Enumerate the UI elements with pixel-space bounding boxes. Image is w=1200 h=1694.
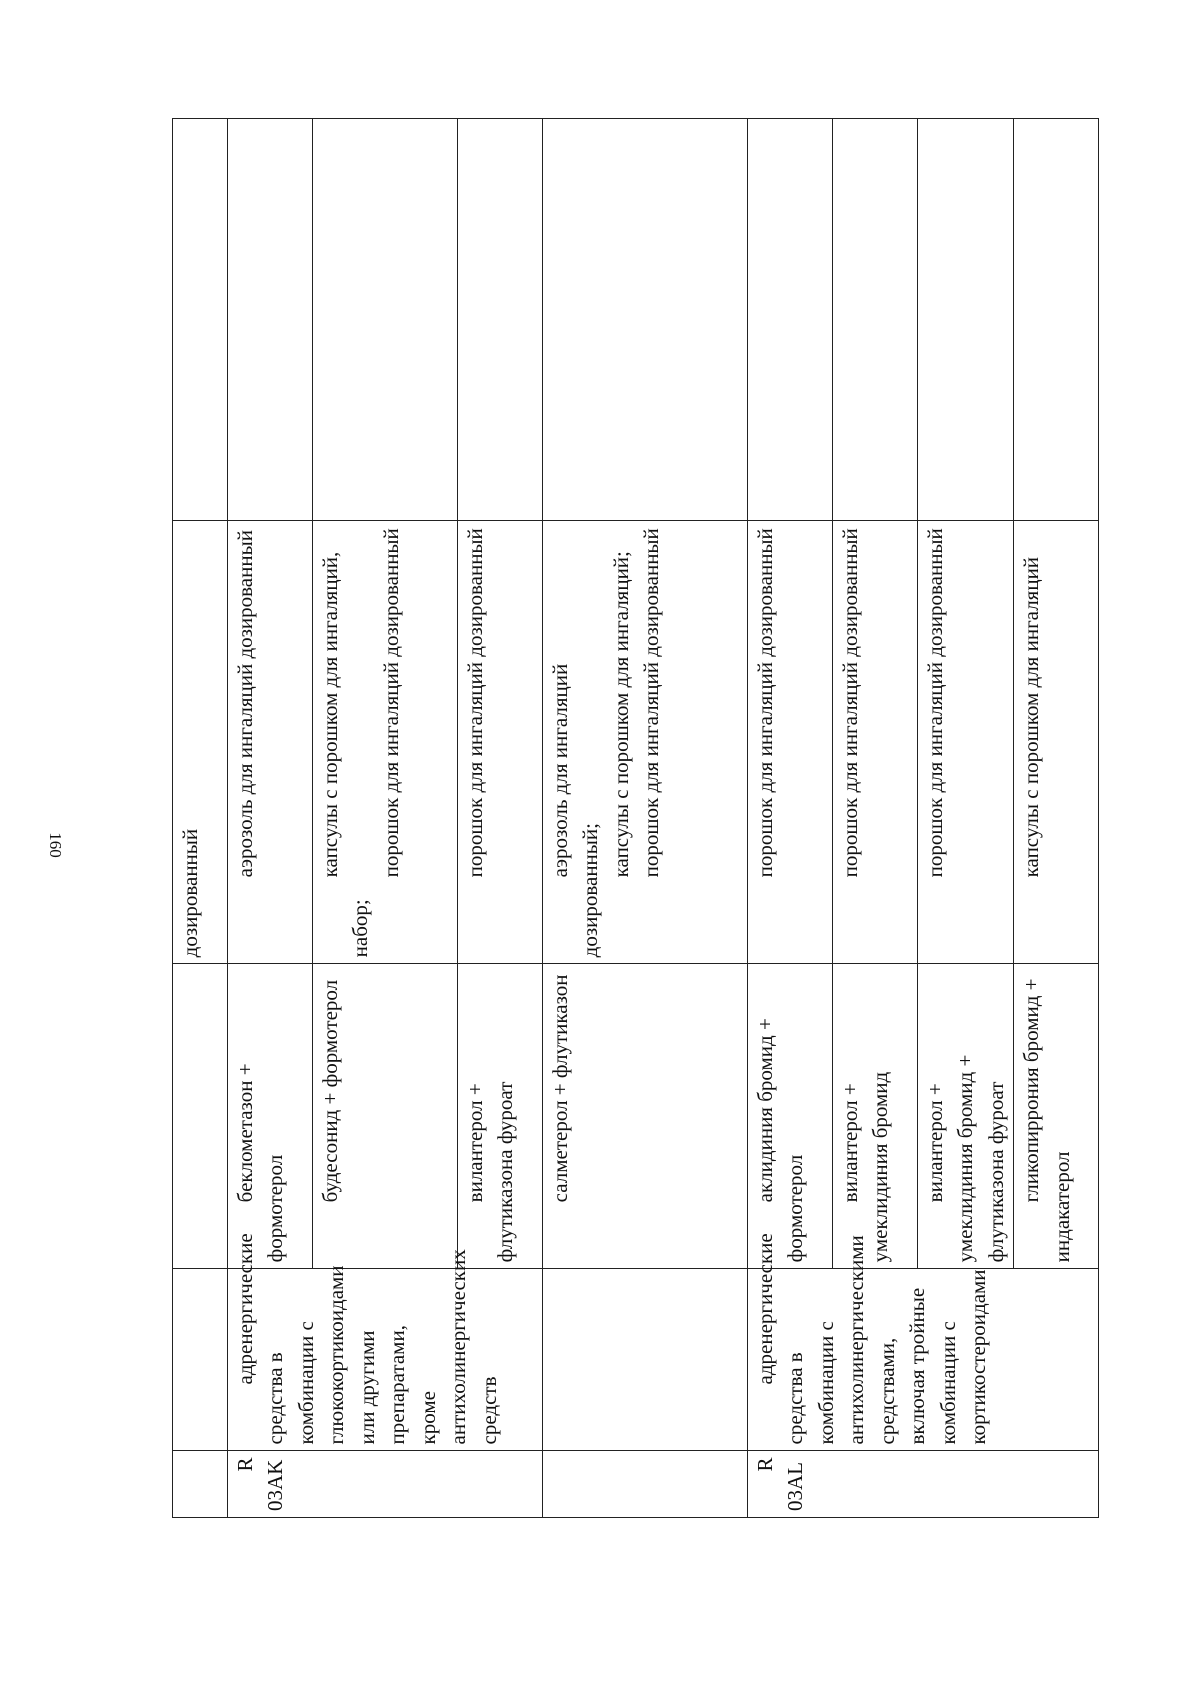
form-cell: порошок для ингаляций дозированный <box>833 521 918 964</box>
drug-table <box>172 118 1099 1518</box>
table-row <box>173 119 228 1518</box>
rotated-table-wrapper <box>172 118 1116 1518</box>
form-cell: порошок для ингаляций дозированный <box>458 521 543 964</box>
form-cell: капсулы с порошком для ингаляций <box>1014 521 1099 964</box>
form-cell: порошок для ингаляций дозированный <box>918 521 1014 964</box>
substance-cell: вилантерол + умеклидиния бромид + флутиказона фуроат <box>918 964 1014 1269</box>
form-cell: капсулы с порошком для ингаляций, набор; порошок для ингаляций дозированный <box>313 521 458 964</box>
form-cell: порошок для ингаляций дозированный <box>748 521 833 964</box>
table-row <box>543 119 748 1518</box>
group-name: адренергические средства в комбинации с глюкокортикоидами или другими препаратами, кроме антихолинергических средств <box>233 1233 501 1445</box>
atc-code-cell <box>748 1451 1099 1518</box>
atc-code-bottom: 03AL <box>783 1462 808 1511</box>
form-cell: аэрозоль для ингаляций дозированный; капсулы с порошком для ингаляций; порошок для ингаляций дозированный <box>543 521 748 964</box>
group-name-cell <box>228 1233 543 1451</box>
substance-cell: салметерол + флутиказон <box>543 964 748 1269</box>
substance-cell: аклидиния бромид + формотерол <box>748 964 833 1269</box>
group-name: адренергические средства в комбинации с антихолинергическими средствами, включая тройные комбинации с кортикостероидами <box>753 1233 991 1445</box>
page-number: 160 <box>45 832 65 858</box>
atc-code-top: R <box>233 1457 257 1472</box>
atc-code-cell <box>228 1451 543 1518</box>
substance-cell: будесонид + формотерол <box>313 964 458 1269</box>
substance-cell: вилантерол + умеклидиния бромид <box>833 964 918 1269</box>
substance-cell: беклометазон + формотерол <box>228 964 313 1269</box>
form-cell: дозированный <box>173 521 228 964</box>
atc-code-bottom: 03AK <box>263 1459 288 1511</box>
table-row <box>748 119 833 1518</box>
table-row <box>228 119 313 1518</box>
atc-code-top: R <box>753 1457 777 1472</box>
form-cell: аэрозоль для ингаляций дозированный <box>228 521 313 964</box>
group-name-cell <box>748 1233 1099 1451</box>
substance-cell: гликопиррония бромид + индакатерол <box>1014 964 1099 1269</box>
substance-cell: вилантерол + флутиказона фуроат <box>458 964 543 1269</box>
